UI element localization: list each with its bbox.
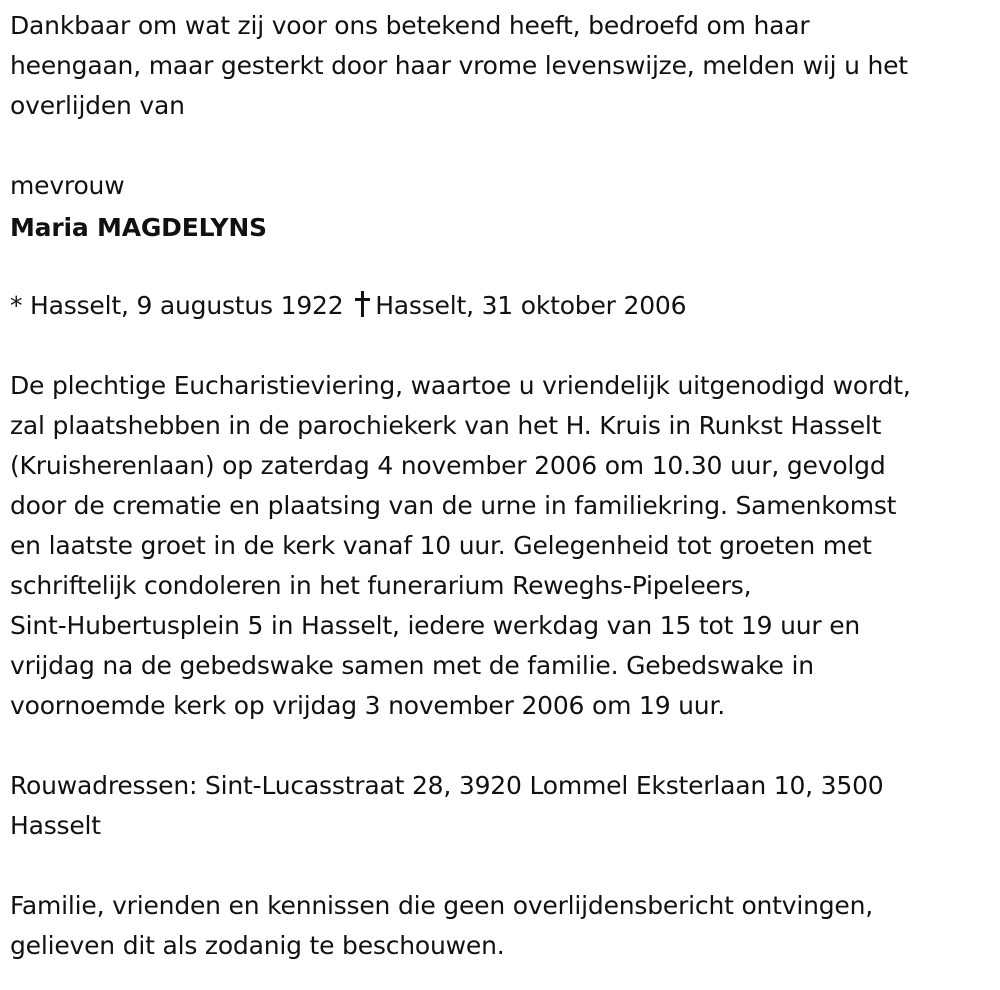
cross-icon [355,291,371,317]
spacer [10,126,995,166]
addresses-paragraph [10,766,995,846]
ceremony-line: (Kruisherenlaan) op zaterdag 4 november 2006 om 10.30 uur, gevolgd [10,451,886,480]
deceased-name: Maria MAGDELYNS [10,213,267,242]
intro-line: overlijden van [10,91,185,120]
closing-paragraph [10,886,995,966]
ceremony-line: Sint-Hubertusplein 5 in Hasselt, iedere werkdag van 15 tot 19 uur en [10,611,861,640]
death-info: Hasselt, 31 oktober 2006 [375,291,687,320]
intro-paragraph [10,6,995,126]
closing-line: Familie, vrienden en kennissen die geen overlijdensbericht ontvingen, [10,891,874,920]
address-line: Rouwadressen: Sint-Lucasstraat 28, 3920 Lommel Eksterlaan 10, 3500 [10,771,884,800]
ceremony-line: schriftelijk condoleren in het funerarium Reweghs-Pipeleers, [10,571,752,600]
life-dates [10,286,995,326]
ceremony-line: voornoemde kerk op vrijdag 3 november 2006 om 19 uur. [10,691,725,720]
birth-info: * Hasselt, 9 augustus 1922 [10,291,344,320]
spacer [10,846,995,886]
spacer [10,326,995,366]
spacer [10,726,995,766]
closing-line: gelieven dit als zodanig te beschouwen. [10,931,505,960]
obituary-notice [10,6,995,966]
honorific: mevrouw [10,171,125,200]
ceremony-line: door de crematie en plaatsing van de urne in familiekring. Samenkomst [10,491,897,520]
address-line: Hasselt [10,811,101,840]
intro-line: heengaan, maar gesterkt door haar vrome levenswijze, melden wij u het [10,51,908,80]
ceremony-paragraph [10,366,995,726]
ceremony-line: en laatste groet in de kerk vanaf 10 uur. Gelegenheid tot groeten met [10,531,872,560]
ceremony-line: vrijdag na de gebedswake samen met de familie. Gebedswake in [10,651,814,680]
ceremony-line: De plechtige Eucharistieviering, waartoe u vriendelijk uitgenodigd wordt, [10,371,911,400]
ceremony-line: zal plaatshebben in de parochiekerk van het H. Kruis in Runkst Hasselt [10,411,882,440]
intro-line: Dankbaar om wat zij voor ons betekend heeft, bedroefd om haar [10,11,810,40]
